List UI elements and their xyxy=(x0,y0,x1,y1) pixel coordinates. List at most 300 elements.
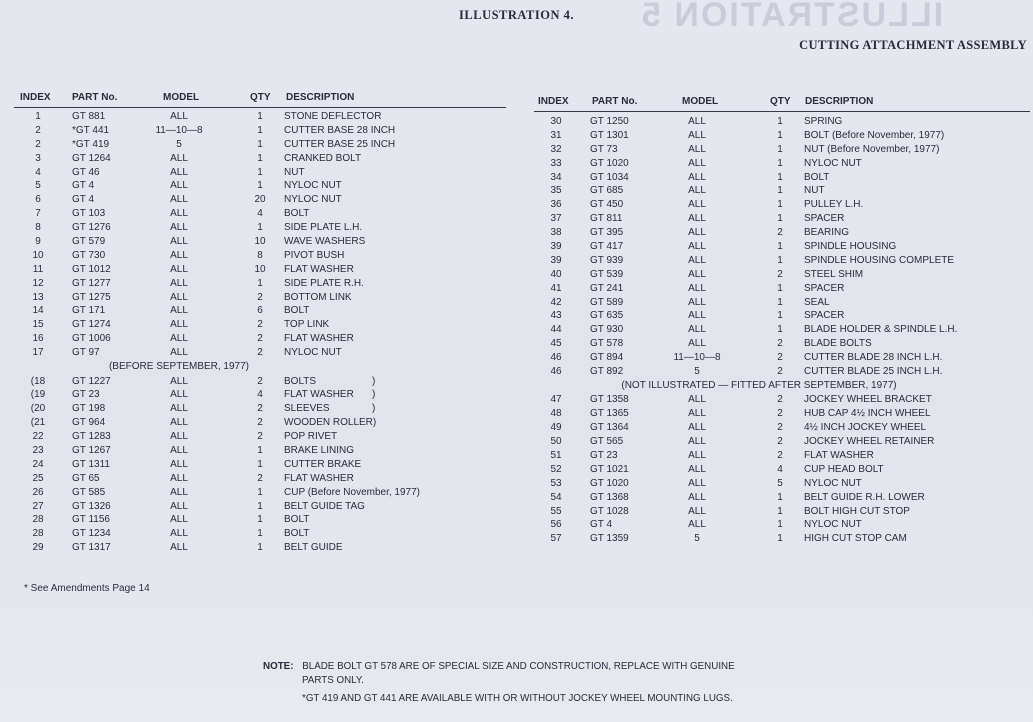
parts-table-right xyxy=(534,96,1030,545)
table-row xyxy=(14,459,506,473)
part-number-cell: GT 930 xyxy=(590,324,624,336)
table-row xyxy=(534,213,1030,227)
qty-cell: 1 xyxy=(257,180,263,192)
part-number-cell: GT 585 xyxy=(72,486,106,498)
model-cell: ALL xyxy=(688,436,706,448)
index-cell: 2 xyxy=(35,138,41,150)
index-cell: 47 xyxy=(550,394,562,406)
index-cell: 6 xyxy=(35,194,41,206)
index-cell: 40 xyxy=(550,268,562,280)
table-row xyxy=(534,144,1030,158)
table-row xyxy=(14,153,506,167)
description-cell: BOLTS xyxy=(284,375,317,387)
index-cell: 52 xyxy=(550,463,562,475)
model-cell: ALL xyxy=(170,375,188,387)
table-row xyxy=(14,305,506,319)
table-row xyxy=(534,408,1030,422)
model-cell: ALL xyxy=(688,477,706,489)
description-cell: NUT xyxy=(284,166,305,178)
qty-cell: 1 xyxy=(777,491,783,503)
part-number-cell: GT 65 xyxy=(72,472,100,484)
note-line-1 xyxy=(263,661,735,675)
qty-cell: 1 xyxy=(777,324,783,336)
qty-cell: 1 xyxy=(777,185,783,197)
table-row xyxy=(14,208,506,222)
part-number-cell: *GT 419 xyxy=(72,138,110,150)
qty-cell: 2 xyxy=(257,375,263,387)
table-row xyxy=(14,319,506,333)
qty-cell: 1 xyxy=(257,111,263,122)
note-text-3: *GT 419 AND GT 441 ARE AVAILABLE WITH OR WITHOUT JOCKEY WHEEL MOUNTING LUGS. xyxy=(302,693,733,704)
table-row xyxy=(14,376,506,390)
part-number-cell: GT 171 xyxy=(72,305,106,317)
description-cell: FLAT WASHER xyxy=(284,333,354,345)
model-cell: ALL xyxy=(688,422,706,434)
description-cell: NYLOC NUT xyxy=(284,180,342,192)
description-cell: BLADE HOLDER & SPINDLE L.H. xyxy=(804,324,958,336)
description-cell: NYLOC NUT xyxy=(804,477,862,489)
table-row xyxy=(534,478,1030,492)
table-row xyxy=(534,310,1030,324)
qty-cell: 1 xyxy=(777,519,783,531)
table-row xyxy=(14,487,506,501)
note-line-2 xyxy=(263,675,735,689)
part-number-cell: GT 539 xyxy=(590,268,624,280)
description-cell: SIDE PLATE L.H. xyxy=(284,222,363,234)
part-number-cell: GT 395 xyxy=(590,227,624,239)
model-cell: ALL xyxy=(688,449,706,461)
model-cell: ALL xyxy=(170,417,188,429)
index-cell: 54 xyxy=(550,491,562,503)
model-cell: 5 xyxy=(694,533,700,545)
qty-cell: 20 xyxy=(254,194,266,206)
qty-cell: 2 xyxy=(257,417,263,429)
description-cell: WOODEN ROLLER) xyxy=(284,417,377,429)
model-cell: ALL xyxy=(170,528,188,540)
index-cell: (18 xyxy=(30,375,46,387)
table-note-text: (NOT ILLUSTRATED — FITTED AFTER SEPTEMBER, 1977) xyxy=(621,379,897,391)
qty-cell: 1 xyxy=(257,444,263,456)
note-block xyxy=(263,661,735,707)
qty-cell: 1 xyxy=(777,296,783,308)
part-number-cell: GT 1301 xyxy=(590,129,629,141)
description-cell: BOLT HIGH CUT STOP xyxy=(804,505,910,517)
model-cell: ALL xyxy=(688,116,706,127)
index-cell: 27 xyxy=(32,500,44,512)
index-cell: 46 xyxy=(550,352,562,364)
qty-cell: 4 xyxy=(777,463,783,475)
qty-cell: 5 xyxy=(777,477,783,489)
header-index: INDEX xyxy=(538,96,569,107)
table-row xyxy=(14,417,506,431)
table-row xyxy=(14,473,506,487)
part-number-cell: GT 103 xyxy=(72,208,106,220)
table-row xyxy=(14,180,506,194)
qty-cell: 1 xyxy=(777,213,783,225)
index-cell: (20 xyxy=(30,403,46,415)
index-cell: (21 xyxy=(30,417,46,429)
description-cell: TOP LINK xyxy=(284,319,330,331)
table-row xyxy=(14,194,506,208)
table-row xyxy=(534,492,1030,506)
model-cell: ALL xyxy=(688,254,706,266)
part-number-cell: GT 1358 xyxy=(590,394,629,406)
table-row xyxy=(534,422,1030,436)
index-cell: 36 xyxy=(550,199,562,211)
index-cell: 45 xyxy=(550,338,562,350)
index-cell: 25 xyxy=(32,472,44,484)
qty-cell: 1 xyxy=(777,143,783,155)
part-number-cell: GT 417 xyxy=(590,241,624,253)
part-number-cell: GT 964 xyxy=(72,417,106,429)
header-model: MODEL xyxy=(163,92,200,103)
table-row xyxy=(14,445,506,459)
index-cell: 34 xyxy=(550,171,562,183)
description-cell: BOLT (Before November, 1977) xyxy=(804,129,945,141)
header-desc: DESCRIPTION xyxy=(805,96,874,107)
part-number-cell: GT 73 xyxy=(590,143,618,155)
header-index: INDEX xyxy=(20,92,51,103)
qty-cell: 1 xyxy=(777,199,783,211)
description-cell: CUP HEAD BOLT xyxy=(804,463,884,475)
model-cell: ALL xyxy=(688,338,706,350)
table-note-row xyxy=(14,361,506,376)
index-cell: 41 xyxy=(550,282,562,294)
part-number-cell: GT 1364 xyxy=(590,422,629,434)
part-number-cell: GT 1012 xyxy=(72,263,111,275)
index-cell: 43 xyxy=(550,310,562,322)
description-cell: BELT GUIDE R.H. LOWER xyxy=(804,491,925,503)
model-cell: ALL xyxy=(170,208,188,220)
bleed-through-heading: ILLUSTRATION 5 xyxy=(640,0,944,34)
table-header xyxy=(534,96,1030,110)
part-number-cell: GT 894 xyxy=(590,352,624,364)
table-row xyxy=(14,250,506,264)
qty-cell: 2 xyxy=(777,366,783,378)
table-row xyxy=(534,394,1030,408)
qty-cell: 2 xyxy=(777,422,783,434)
table-row xyxy=(534,519,1030,533)
qty-cell: 1 xyxy=(777,171,783,183)
part-number-cell: GT 635 xyxy=(590,310,624,322)
qty-cell: 2 xyxy=(777,352,783,364)
part-number-cell: GT 1277 xyxy=(72,277,111,289)
part-number-cell: GT 892 xyxy=(590,366,624,378)
model-cell: ALL xyxy=(170,319,188,331)
model-cell: ALL xyxy=(688,296,706,308)
table-row xyxy=(14,167,506,181)
header-part: PART No. xyxy=(592,96,638,107)
qty-cell: 1 xyxy=(777,310,783,322)
qty-cell: 1 xyxy=(777,533,783,545)
part-number-cell: GT 4 xyxy=(590,519,613,531)
index-cell: 4 xyxy=(35,166,41,178)
index-cell: 7 xyxy=(35,208,41,220)
table-body-right xyxy=(534,116,1030,547)
model-cell: ALL xyxy=(170,249,188,261)
description-cell: SPACER xyxy=(804,282,845,294)
index-cell: 9 xyxy=(35,236,41,248)
description-cell: SPRING xyxy=(804,116,843,127)
description-cell: CUTTER BRAKE xyxy=(284,458,362,470)
table-body-left xyxy=(14,111,506,556)
part-number-cell: GT 589 xyxy=(590,296,624,308)
model-cell: ALL xyxy=(170,263,188,275)
table-row xyxy=(534,269,1030,283)
footnote: * See Amendments Page 14 xyxy=(24,583,150,594)
description-cell: HIGH CUT STOP CAM xyxy=(804,533,907,545)
header-qty: QTY xyxy=(250,92,271,103)
part-number-cell: GT 730 xyxy=(72,249,106,261)
part-number-cell: GT 1276 xyxy=(72,222,111,234)
part-number-cell: GT 579 xyxy=(72,236,106,248)
table-row xyxy=(534,185,1030,199)
description-cell: BLADE BOLTS xyxy=(804,338,872,350)
table-row xyxy=(534,227,1030,241)
qty-cell: 1 xyxy=(257,152,263,164)
part-number-cell: GT 1311 xyxy=(72,458,110,470)
description-cell: SPINDLE HOUSING xyxy=(804,241,897,253)
description-cell: HUB CAP 4½ INCH WHEEL xyxy=(804,408,931,420)
table-row xyxy=(14,403,506,417)
index-cell: 16 xyxy=(32,333,44,345)
qty-cell: 1 xyxy=(257,222,263,234)
qty-cell: 2 xyxy=(777,449,783,461)
index-cell: 14 xyxy=(32,305,44,317)
qty-cell: 6 xyxy=(257,305,263,317)
table-row xyxy=(534,366,1030,380)
qty-cell: 2 xyxy=(257,347,263,359)
model-cell: 11—10—8 xyxy=(673,352,721,364)
index-cell: 35 xyxy=(550,185,562,197)
index-cell: 30 xyxy=(550,116,562,127)
qty-cell: 1 xyxy=(257,528,263,540)
table-row xyxy=(14,222,506,236)
part-number-cell: GT 1156 xyxy=(72,514,110,526)
table-row xyxy=(14,264,506,278)
part-number-cell: GT 1359 xyxy=(590,533,629,545)
model-cell: ALL xyxy=(688,213,706,225)
table-row xyxy=(14,111,506,125)
qty-cell: 10 xyxy=(254,263,266,275)
qty-cell: 1 xyxy=(257,486,263,498)
table-row xyxy=(14,347,506,361)
table-row xyxy=(14,333,506,347)
qty-cell: 1 xyxy=(777,282,783,294)
model-cell: ALL xyxy=(170,236,188,248)
description-cell: FLAT WASHER xyxy=(284,389,354,401)
part-number-cell: GT 881 xyxy=(72,111,106,122)
table-row xyxy=(534,283,1030,297)
description-cell: 4½ INCH JOCKEY WHEEL xyxy=(804,422,927,434)
description-cell: BRAKE LINING xyxy=(284,444,355,456)
description-cell: JOCKEY WHEEL BRACKET xyxy=(804,394,932,406)
table-row xyxy=(534,241,1030,255)
part-number-cell: GT 1021 xyxy=(590,463,629,475)
table-row xyxy=(14,125,506,139)
part-number-cell: GT 1368 xyxy=(590,491,629,503)
part-number-cell: GT 1326 xyxy=(72,500,111,512)
qty-cell: 8 xyxy=(257,249,263,261)
note-text-2: PARTS ONLY. xyxy=(302,675,364,686)
model-cell: 11—10—8 xyxy=(155,124,203,136)
model-cell: ALL xyxy=(170,166,188,178)
header-qty: QTY xyxy=(770,96,791,107)
table-row xyxy=(534,158,1030,172)
qty-cell: 1 xyxy=(257,124,263,136)
index-cell: 29 xyxy=(32,542,44,554)
part-number-cell: GT 1227 xyxy=(72,375,111,387)
description-cell: SPACER xyxy=(804,310,845,322)
description-cell: CRANKED BOLT xyxy=(284,152,362,164)
description-cell: BEARING xyxy=(804,227,850,239)
model-cell: ALL xyxy=(688,408,706,420)
qty-cell: 2 xyxy=(777,436,783,448)
part-number-cell: GT 1317 xyxy=(72,542,111,554)
table-row xyxy=(534,464,1030,478)
index-cell: 48 xyxy=(550,408,562,420)
table-row xyxy=(534,297,1030,311)
table-row xyxy=(534,436,1030,450)
index-cell: 22 xyxy=(32,431,44,443)
model-cell: ALL xyxy=(170,347,188,359)
index-cell: 28 xyxy=(32,514,44,526)
table-row xyxy=(534,130,1030,144)
description-cell: SEAL xyxy=(804,296,830,308)
part-number-cell: GT 1020 xyxy=(590,157,629,169)
index-cell: 24 xyxy=(32,458,44,470)
model-cell: ALL xyxy=(170,291,188,303)
table-row xyxy=(534,352,1030,366)
model-cell: ALL xyxy=(688,157,706,169)
index-cell: 42 xyxy=(550,296,562,308)
table-row xyxy=(14,292,506,306)
assembly-title: CUTTING ATTACHMENT ASSEMBLY xyxy=(799,38,1027,52)
model-cell: ALL xyxy=(688,241,706,253)
model-cell: 5 xyxy=(694,366,700,378)
table-note-text: (BEFORE SEPTEMBER, 1977) xyxy=(108,361,250,373)
description-cell: POP RIVET xyxy=(284,431,338,443)
description-cell: CUTTER BASE 28 INCH xyxy=(284,124,396,136)
qty-cell: 1 xyxy=(257,458,263,470)
description-cell: NYLOC NUT xyxy=(804,157,862,169)
qty-cell: 1 xyxy=(777,254,783,266)
index-cell: 49 xyxy=(550,422,562,434)
table-row xyxy=(534,255,1030,269)
group-bracket: ) xyxy=(372,389,376,401)
qty-cell: 2 xyxy=(777,394,783,406)
index-cell: 2 xyxy=(35,124,41,136)
qty-cell: 2 xyxy=(257,472,263,484)
part-number-cell: GT 1028 xyxy=(590,505,629,517)
model-cell: ALL xyxy=(170,458,188,470)
qty-cell: 2 xyxy=(257,431,263,443)
part-number-cell: GT 939 xyxy=(590,254,624,266)
part-number-cell: GT 1365 xyxy=(590,408,629,420)
part-number-cell: GT 46 xyxy=(72,166,100,178)
part-number-cell: GT 1267 xyxy=(72,444,111,456)
index-cell: 5 xyxy=(35,180,41,192)
header-part: PART No. xyxy=(72,92,118,103)
index-cell: 50 xyxy=(550,436,562,448)
table-row xyxy=(534,338,1030,352)
part-number-cell: GT 811 xyxy=(590,213,623,225)
index-cell: 31 xyxy=(550,129,562,141)
model-cell: ALL xyxy=(688,129,706,141)
description-cell: JOCKEY WHEEL RETAINER xyxy=(804,436,935,448)
description-cell: WAVE WASHERS xyxy=(284,236,366,248)
description-cell: STEEL SHIM xyxy=(804,268,864,280)
table-row xyxy=(534,533,1030,547)
description-cell: CUTTER BLADE 28 INCH L.H. xyxy=(804,352,943,364)
part-number-cell: GT 1283 xyxy=(72,431,111,443)
description-cell: SLEEVES xyxy=(284,403,330,415)
description-cell: CUP (Before November, 1977) xyxy=(284,486,420,498)
model-cell: ALL xyxy=(170,180,188,192)
model-cell: ALL xyxy=(170,222,188,234)
index-cell: 44 xyxy=(550,324,562,336)
group-bracket: ) xyxy=(372,403,376,415)
part-number-cell: GT 23 xyxy=(590,449,618,461)
model-cell: ALL xyxy=(170,444,188,456)
index-cell: 1 xyxy=(35,111,41,122)
model-cell: ALL xyxy=(688,268,706,280)
model-cell: ALL xyxy=(170,194,188,206)
description-cell: BOTTOM LINK xyxy=(284,291,352,303)
table-row xyxy=(14,389,506,403)
model-cell: ALL xyxy=(170,472,188,484)
index-cell: 10 xyxy=(32,249,44,261)
qty-cell: 2 xyxy=(777,408,783,420)
qty-cell: 10 xyxy=(254,236,266,248)
description-cell: BOLT xyxy=(804,171,830,183)
index-cell: 11 xyxy=(32,263,44,275)
index-cell: 33 xyxy=(550,157,562,169)
header-rule xyxy=(14,107,506,108)
index-cell: 13 xyxy=(32,291,44,303)
table-row xyxy=(534,172,1030,186)
model-cell: ALL xyxy=(688,199,706,211)
part-number-cell: GT 565 xyxy=(590,436,624,448)
table-row xyxy=(14,236,506,250)
model-cell: ALL xyxy=(688,310,706,322)
qty-cell: 1 xyxy=(257,166,263,178)
index-cell: 51 xyxy=(550,449,562,461)
description-cell: PIVOT BUSH xyxy=(284,249,345,261)
model-cell: ALL xyxy=(688,505,706,517)
qty-cell: 4 xyxy=(257,208,263,220)
table-row xyxy=(534,324,1030,338)
qty-cell: 1 xyxy=(777,505,783,517)
part-number-cell: GT 23 xyxy=(72,389,100,401)
model-cell: ALL xyxy=(688,227,706,239)
table-row xyxy=(534,199,1030,213)
table-note-row xyxy=(534,380,1030,395)
index-cell: 17 xyxy=(32,347,44,359)
index-cell: 55 xyxy=(550,505,562,517)
model-cell: 5 xyxy=(176,138,182,150)
description-cell: BOLT xyxy=(284,305,310,317)
parts-table-left xyxy=(14,92,506,554)
model-cell: ALL xyxy=(170,305,188,317)
model-cell: ALL xyxy=(688,324,706,336)
model-cell: ALL xyxy=(688,282,706,294)
table-row xyxy=(14,528,506,542)
description-cell: NYLOC NUT xyxy=(284,194,342,206)
description-cell: NUT xyxy=(804,185,825,197)
table-row xyxy=(14,278,506,292)
model-cell: ALL xyxy=(170,333,188,345)
